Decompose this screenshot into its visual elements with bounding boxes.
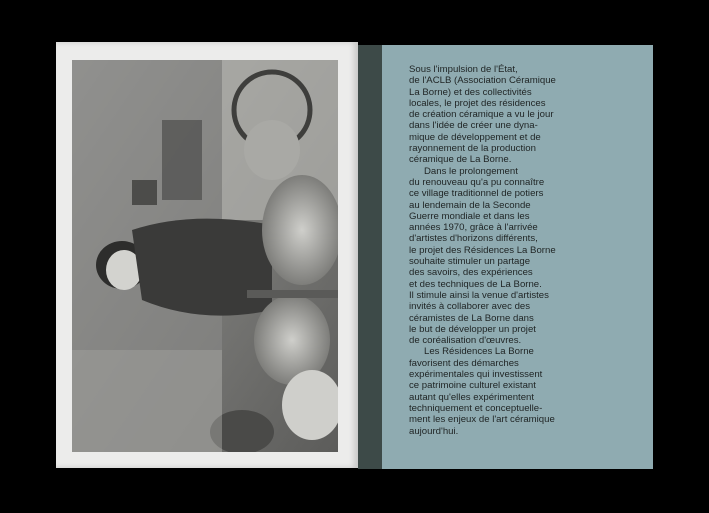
- text-line: rayonnement de la production: [409, 143, 536, 155]
- text-line: le but de développer un projet: [409, 323, 536, 335]
- text-line: favorisent des démarches: [409, 357, 519, 369]
- text-line: ce patrimoine culturel existant: [409, 380, 536, 392]
- text-line: locales, le projet des résidences: [409, 97, 546, 109]
- body-text: [409, 64, 649, 437]
- text-line: de création céramique a vu le jour: [409, 109, 554, 121]
- text-line: autant qu'elles expérimentent: [409, 391, 535, 403]
- archival-photo: [72, 60, 338, 452]
- text-line: et des techniques de La Borne.: [409, 278, 542, 290]
- text-line: d'artistes d'horizons différents,: [409, 233, 538, 245]
- text-line: techniquement et conceptuelle-: [409, 402, 543, 414]
- text-line: au lendemain de la Seconde: [409, 199, 531, 211]
- paragraph-2: [409, 166, 649, 347]
- right-page: [358, 45, 653, 469]
- teal-page: [382, 45, 653, 469]
- text-line: ce village traditionnel de potiers: [409, 188, 544, 200]
- text-line: années 1970, grâce à l'arrivée: [409, 222, 538, 234]
- text-line: Guerre mondiale et dans les: [409, 210, 530, 222]
- text-line: du renouveau qu'a pu connaître: [409, 176, 545, 188]
- text-line: souhaite stimuler un partage: [409, 256, 531, 268]
- text-line: Sous l'impulsion de l'État,: [409, 64, 518, 75]
- paragraph-1: [409, 64, 649, 166]
- text-line: Les Résidences La Borne: [424, 346, 534, 358]
- text-line: céramique de La Borne.: [409, 154, 512, 166]
- paragraph-3: [409, 346, 649, 436]
- text-line: invités à collaborer avec des: [409, 301, 531, 313]
- text-line: des savoirs, des expériences: [409, 267, 533, 279]
- text-line: céramistes de La Borne dans: [409, 312, 534, 324]
- text-line: dans l'idée de créer une dyna-: [409, 120, 538, 132]
- text-line: La Borne) et des collectivités: [409, 86, 532, 98]
- text-line: le projet des Résidences La Borne: [409, 244, 556, 256]
- text-line: de l'ACLB (Association Céramique: [409, 75, 556, 87]
- text-line: mique de développement et de: [409, 131, 541, 143]
- left-page: [56, 42, 358, 468]
- text-line: aujourd'hui.: [409, 425, 459, 437]
- photo-icon: [72, 60, 338, 452]
- text-line: Il stimule ainsi la venue d'artistes: [409, 289, 549, 301]
- text-line: ment les enjeux de l'art céramique: [409, 414, 555, 426]
- text-line: de coréalisation d'œuvres.: [409, 335, 522, 347]
- text-line: expérimentales qui investissent: [409, 369, 543, 381]
- text-line: Dans le prolongement: [424, 165, 518, 177]
